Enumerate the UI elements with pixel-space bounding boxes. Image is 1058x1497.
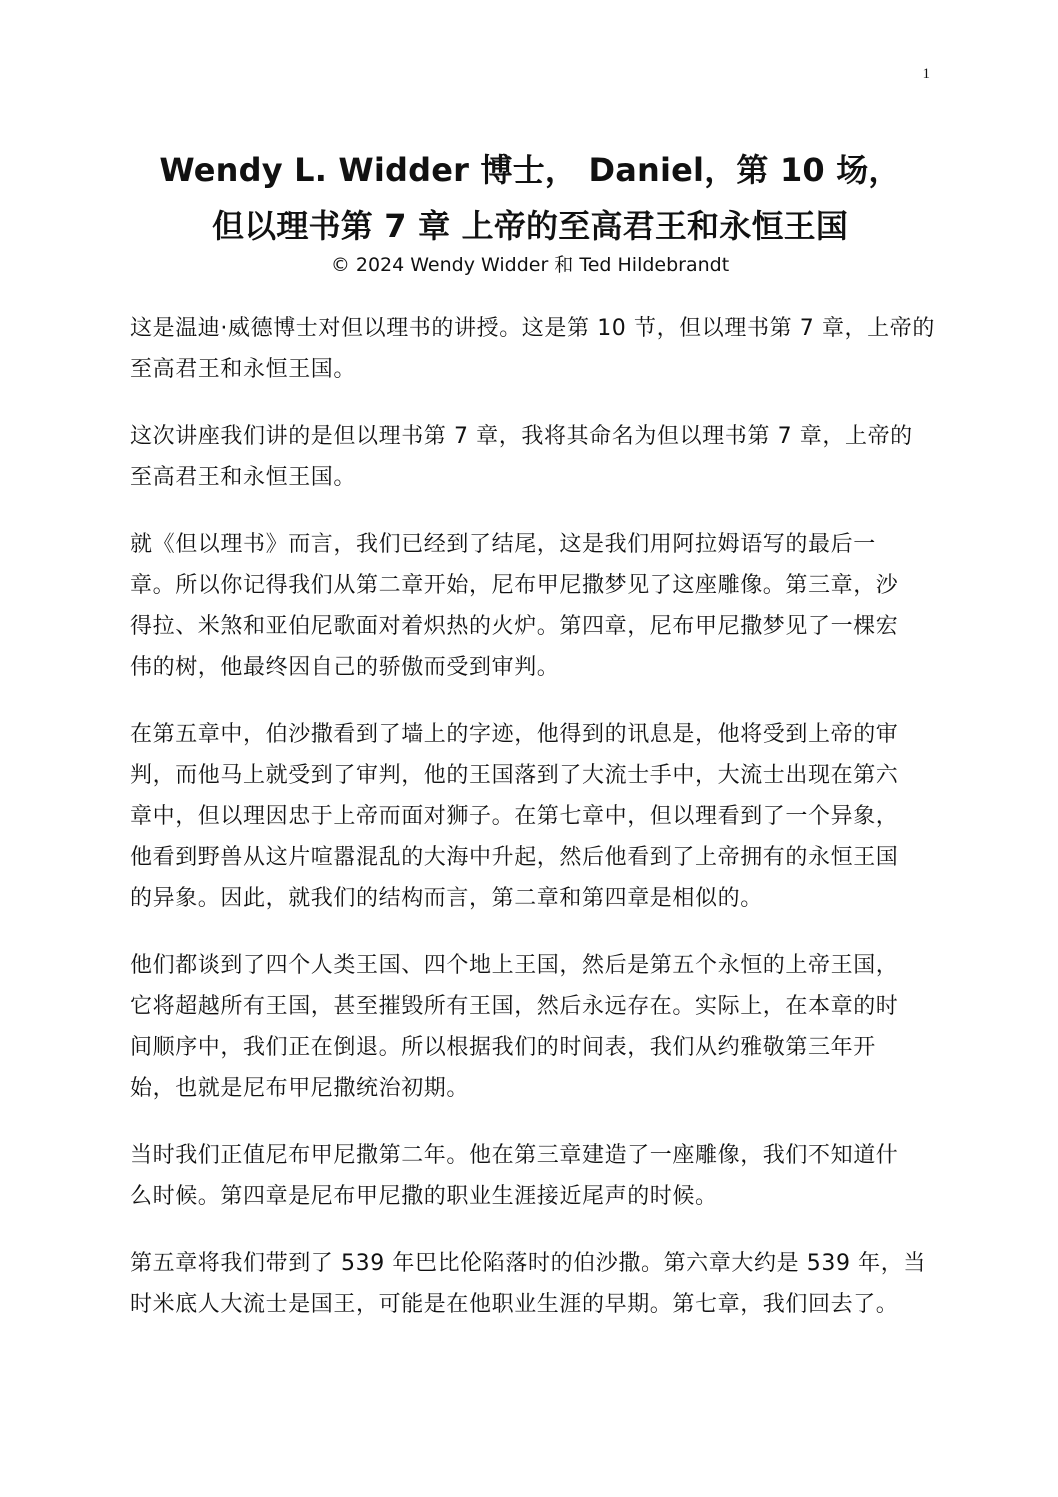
- paragraph-line: 得拉、米煞和亚伯尼歌面对着炽热的火炉。第四章，尼布甲尼撒梦见了一棵宏: [130, 614, 899, 639]
- paragraph-3: [130, 524, 930, 688]
- paragraph-line: 就《但以理书》而言，我们已经到了结尾，这是我们用阿拉姆语写的最后一: [130, 532, 876, 557]
- paragraph-line: 的异象。因此，就我们的结构而言，第二章和第四章是相似的。: [130, 886, 763, 911]
- paragraph-line: 这次讲座我们讲的是但以理书第 7 章，我将其命名为但以理书第 7 章，上帝的: [130, 424, 913, 449]
- paragraph-line: 章中，但以理因忠于上帝而面对狮子。在第七章中，但以理看到了一个异象，: [130, 804, 899, 829]
- paragraph-line: 判，而他马上就受到了审判，他的王国落到了大流士手中，大流士出现在第六: [130, 763, 899, 788]
- paragraph-line: 章。所以你记得我们从第二章开始，尼布甲尼撒梦见了这座雕像。第三章，沙: [130, 573, 899, 598]
- paragraph-line: 伟的树，他最终因自己的骄傲而受到审判。: [130, 655, 560, 680]
- paragraph-line: 时米底人大流士是国王，可能是在他职业生涯的早期。第七章，我们回去了。: [130, 1292, 899, 1317]
- paragraph-line: 么时候。第四章是尼布甲尼撒的职业生涯接近尾声的时候。: [130, 1184, 718, 1209]
- paragraph-1: [130, 308, 935, 390]
- paragraph-6: [130, 1135, 930, 1217]
- paragraph-line: 这是温迪·威德博士对但以理书的讲授。这是第 10 节，但以理书第 7 章，上帝的: [130, 316, 935, 341]
- title-line-2: 但以理书第 7 章 上帝的至高君王和永恒王国: [211, 207, 849, 245]
- paragraph-2: [130, 416, 930, 498]
- paragraph-5: [130, 945, 930, 1109]
- paragraph-7: [130, 1243, 930, 1325]
- paragraph-line: 他看到野兽从这片喧嚣混乱的大海中升起，然后他看到了上帝拥有的永恒王国: [130, 845, 899, 870]
- paragraph-line: 间顺序中，我们正在倒退。所以根据我们的时间表，我们从约雅敬第三年开: [130, 1035, 876, 1060]
- page-number: 1: [922, 66, 930, 82]
- paragraph-line: 至高君王和永恒王国。: [130, 465, 357, 490]
- paragraph-4: [130, 714, 930, 919]
- paragraph-line: 他们都谈到了四个人类王国、四个地上王国，然后是第五个永恒的上帝王国，: [130, 953, 899, 978]
- paragraph-line: 当时我们正值尼布甲尼撒第二年。他在第三章建造了一座雕像，我们不知道什: [130, 1143, 899, 1168]
- title-block: [130, 142, 930, 280]
- paragraph-line: 至高君王和永恒王国。: [130, 357, 357, 382]
- paragraph-line: 它将超越所有王国，甚至摧毁所有王国，然后永远存在。实际上，在本章的时: [130, 994, 899, 1019]
- body-text: [130, 308, 935, 1351]
- title-line-1: Wendy L. Widder 博士， Daniel，第 10 场，: [159, 151, 901, 189]
- copyright-line: © 2024 Wendy Widder 和 Ted Hildebrandt: [330, 254, 730, 276]
- paragraph-line: 在第五章中，伯沙撒看到了墙上的字迹，他得到的讯息是，他将受到上帝的审: [130, 722, 899, 747]
- paragraph-line: 第五章将我们带到了 539 年巴比伦陷落时的伯沙撒。第六章大约是 539 年，当: [130, 1251, 926, 1276]
- paragraph-line: 始，也就是尼布甲尼撒统治初期。: [130, 1076, 470, 1101]
